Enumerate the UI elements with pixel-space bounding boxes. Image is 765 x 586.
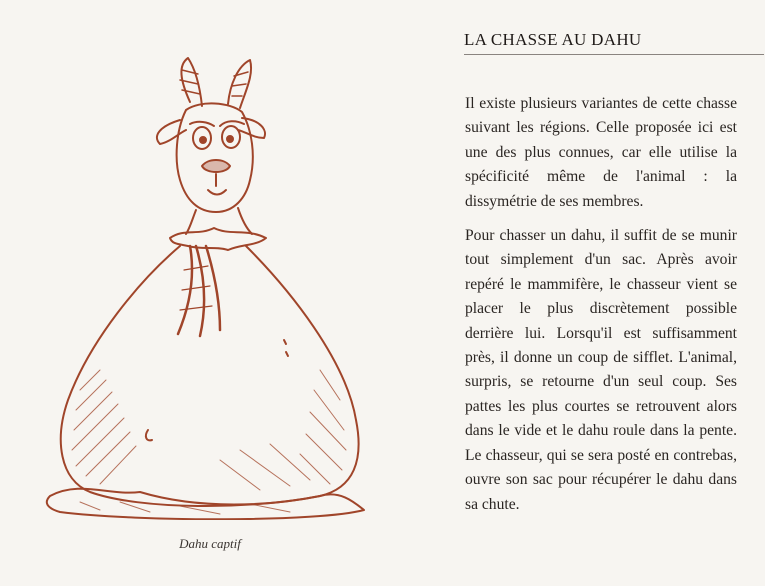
- paragraph-1: Il existe plusieurs variantes de cette chasse suivant les régions. Celle proposée ici est une des plus connues, car elle utilise la spécificité même de l'animal : la dissymétrie de ses membres.: [465, 95, 737, 210]
- dahu-drawing: [20, 40, 400, 520]
- article-title: LA CHASSE AU DAHU: [464, 30, 764, 55]
- dahu-in-sack-illustration: [20, 40, 400, 520]
- paragraph-2: Pour chasser un dahu, il suffit de se munir tout simplement d'un sac. Après avoir repéré le mammifère, le chasseur vient se placer le plus discrètement possible derrière lui. Lorsqu'il est suffisamment près, il donne un coup de sifflet. L'animal, surpris, se retourne d'un seul coup. Ses pattes les plus courtes se retrouvent alors dans le vide et le dahu roule dans la pente. Le chasseur, qui se sera posté en contrebas, ouvre son sac pour récupérer le dahu dans sa chute.: [465, 227, 737, 513]
- article-body: [465, 92, 737, 517]
- illustration-caption: Dahu captif: [179, 536, 241, 551]
